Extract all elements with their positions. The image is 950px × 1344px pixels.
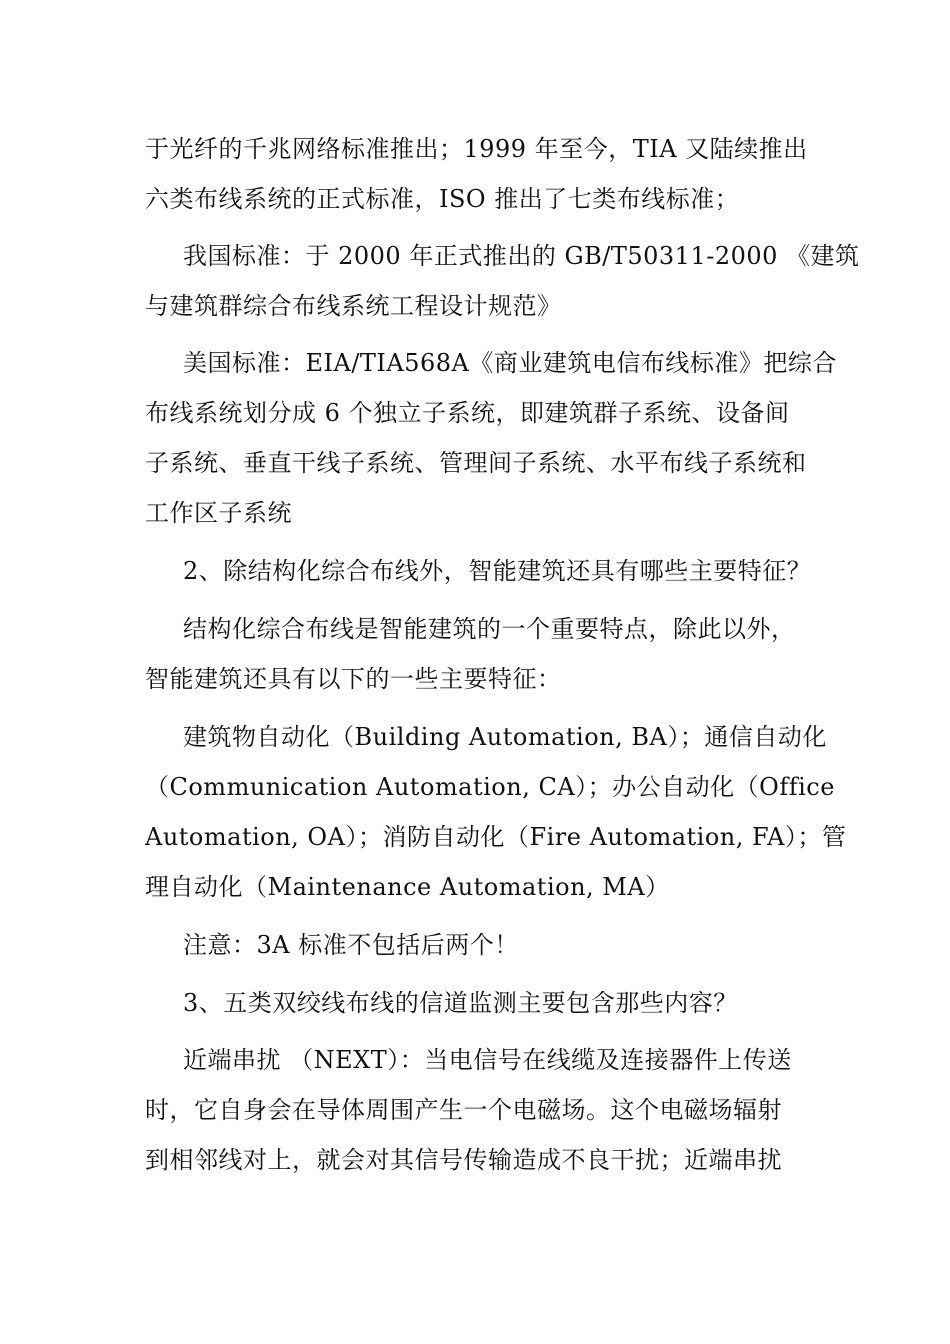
question-heading: 2、除结构化综合布线外，智能建筑还具有哪些主要特征？	[183, 557, 812, 585]
text-line: 智能建筑还具有以下的一些主要特征：	[145, 665, 562, 693]
text-line: 时，它自身会在导体周围产生一个电磁场。这个电磁场辐射	[145, 1096, 782, 1124]
text-line: Automation, OA）；消防自动化（Fire Automation, FA）；管	[145, 823, 847, 851]
text-line: 理自动化（Maintenance Automation, MA）	[145, 873, 670, 901]
text-line: 工作区子系统	[145, 499, 292, 527]
note-line: 注意：3A 标准不包括后两个！	[183, 931, 519, 959]
paragraph-first-line: 结构化综合布线是智能建筑的一个重要特点，除此以外，	[183, 615, 796, 643]
paragraph-first-line: 我国标准：于 2000 年正式推出的 GB/T50311-2000 《建筑	[183, 242, 860, 270]
text-line: 六类布线系统的正式标准，ISO 推出了七类布线标准；	[145, 185, 740, 213]
question-heading: 3、五类双绞线布线的信道监测主要包含那些内容？	[183, 989, 738, 1017]
text-line: 与建筑群综合布线系统工程设计规范》	[145, 292, 562, 320]
text-line: （Communication Automation, CA）；办公自动化（Office	[145, 773, 835, 801]
text-line: 于光纤的千兆网络标准推出；1999 年至今，TIA 又陆续推出	[145, 135, 808, 163]
paragraph-first-line: 美国标准：EIA/TIA568A《商业建筑电信布线标准》把综合	[183, 349, 837, 377]
text-line: 到相邻线对上，就会对其信号传输造成不良干扰；近端串扰	[145, 1146, 782, 1174]
text-line: 子系统、垂直干线子系统、管理间子系统、水平布线子系统和	[145, 449, 807, 477]
paragraph-first-line: 近端串扰 （NEXT）：当电信号在线缆及连接器件上传送	[183, 1046, 792, 1074]
paragraph-first-line: 建筑物自动化（Building Automation, BA）；通信自动化	[183, 723, 827, 751]
text-line: 布线系统划分成 6 个独立子系统，即建筑群子系统、设备间	[145, 399, 790, 427]
